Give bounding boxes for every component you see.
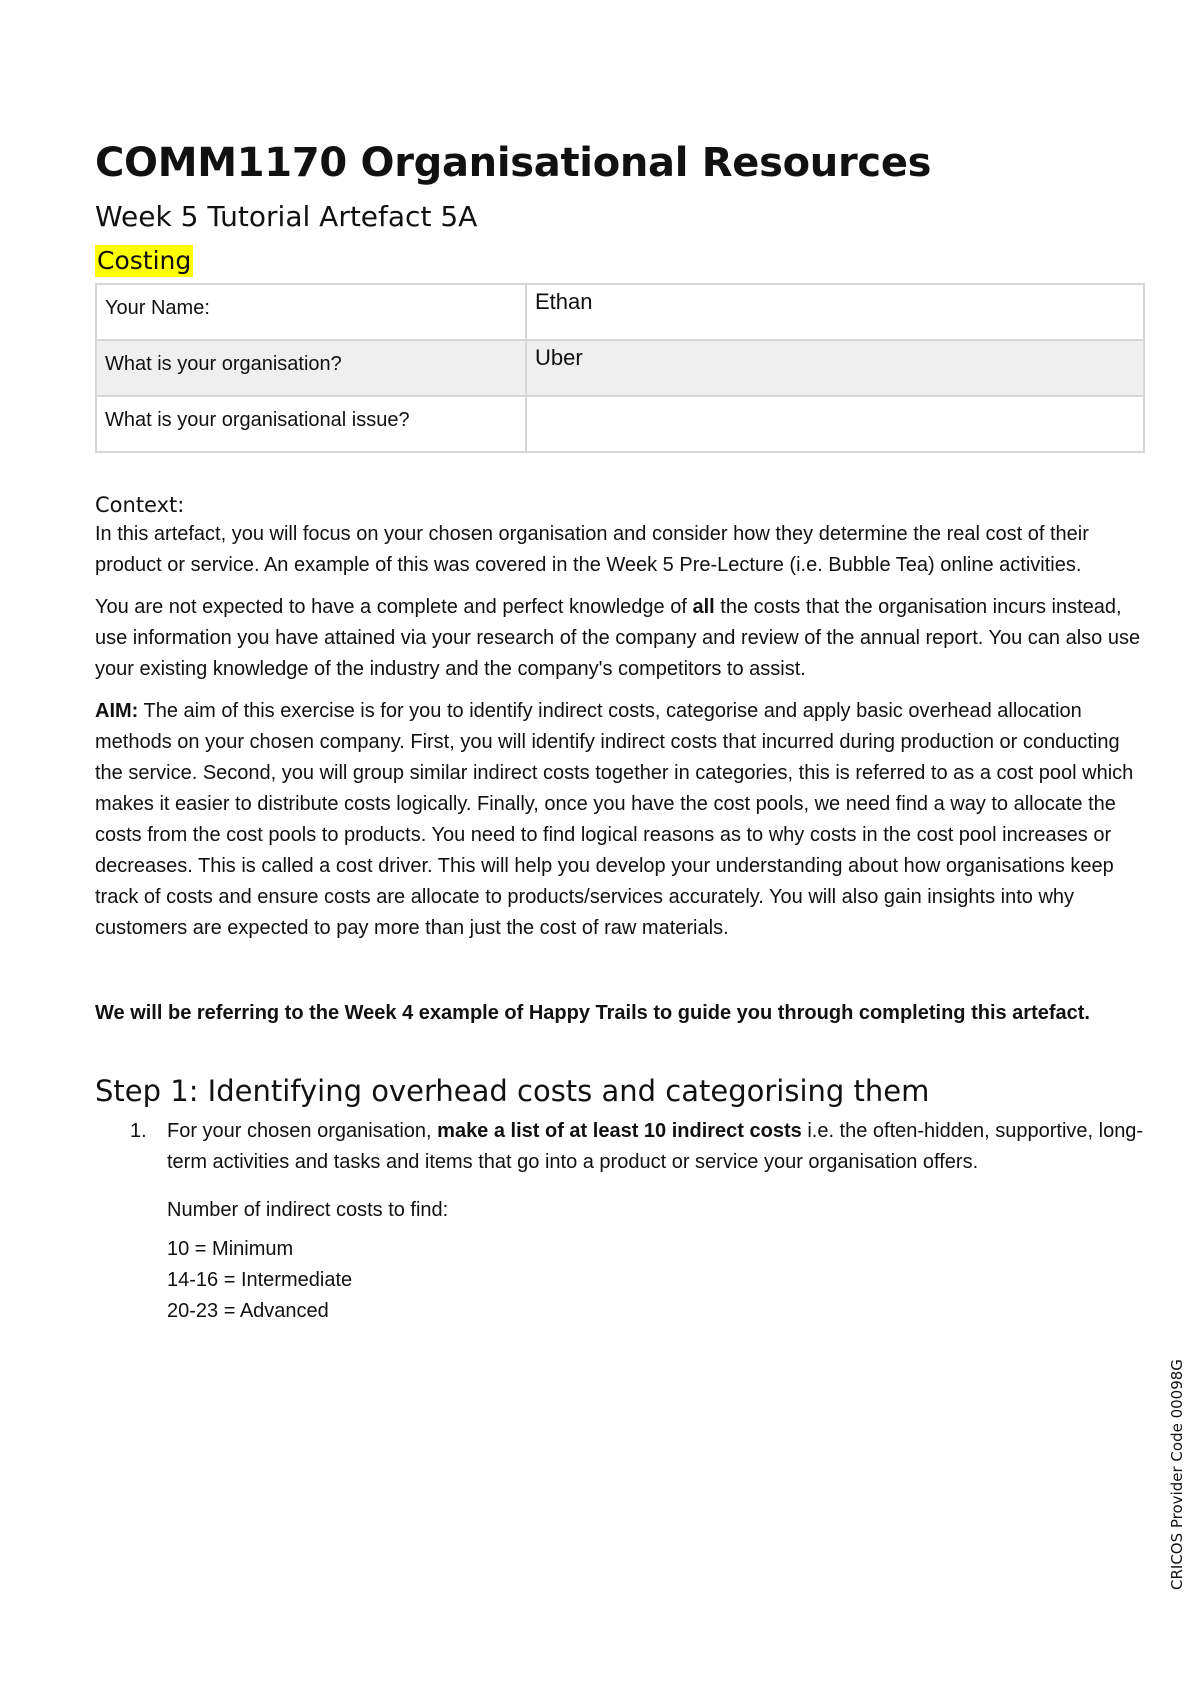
context-paragraph-1: In this artefact, you will focus on your chosen organisation and consider how they determine the real cost of their product or service. An example of this was covered in the Week 5 Pre-Lecture (i.e. Bubble Tea) online activities. [95,523,1089,576]
aim-text: The aim of this exercise is for you to identify indirect costs, categorise and apply basic overhead allocation methods on your chosen company. First, you will identify indirect costs that incurred during production or conducting the service. Second, you will group similar indirect costs together in categories, this is referred to as a cost pool which makes it easier to distribute costs logically. Finally, once you have the cost pools, we need find a way to allocate the costs from the cost pools to products. You need to find logical reasons as to why costs in the cost pool increases or decreases. This is called a cost driver. This will help you develop your understanding about how organisations keep track of costs and ensure costs are allocate to products/services accurately. You will also gain insights into why customers are expected to pay more than just the cost of raw materials. [95,700,1134,939]
name-field[interactable]: Ethan [526,284,1144,340]
instruction-text: For your chosen organisation, [167,1120,438,1142]
table-row [96,284,1144,340]
table-row [96,340,1144,396]
list-item [95,1116,1145,1226]
table-row [96,396,1144,452]
context-body [95,519,1145,944]
level-list [95,1234,1145,1327]
happy-trails-note: We will be referring to the Week 4 example of Happy Trails to guide you through completing this artefact. [95,1002,1090,1024]
aim-paragraph [95,696,1145,944]
step-1-heading: Step 1: Identifying overhead costs and categorising them [95,1074,930,1108]
student-info-table [95,283,1145,453]
page-title: COMM1170 Organisational Resources [95,140,932,186]
document-page [95,140,1145,1327]
instruction-text: i.e. the often-hidden, supportive, long-term activities and tasks and items that go into a product or service your organisation offers. [167,1120,1144,1173]
aim-label: AIM: [95,700,139,722]
level-advanced: 20-23 = Advanced [167,1300,329,1322]
level-minimum: 10 = Minimum [167,1238,294,1260]
emphasis-text: all [692,596,715,618]
context-text: You are not expected to have a complete and perfect knowledge of [95,596,693,618]
instruction-emphasis: make a list of at least 10 indirect costs [437,1120,802,1142]
list-number: 1. [130,1120,147,1142]
organisation-field[interactable]: Uber [526,340,1144,396]
context-paragraph-2 [95,592,1145,685]
level-intermediate: 14-16 = Intermediate [167,1269,353,1291]
topic-heading: Costing [97,246,192,275]
page-subtitle: Week 5 Tutorial Artefact 5A [95,200,478,233]
cricos-code: CRICOS Provider Code 00098G [1168,1359,1186,1590]
count-label: Number of indirect costs to find: [167,1199,449,1221]
name-label: Your Name: [96,284,526,340]
context-text: the costs that the organisation incurs instead, use information you have attained via your research of the company and review of the annual report. You can also use your existing knowledge of the industry and the company's competitors to assist. [95,596,1141,680]
context-heading: Context: [95,493,185,517]
issue-label: What is your organisational issue? [96,396,526,452]
issue-field[interactable] [526,396,1144,452]
organisation-label: What is your organisation? [96,340,526,396]
step-1-instruction [167,1116,1145,1178]
